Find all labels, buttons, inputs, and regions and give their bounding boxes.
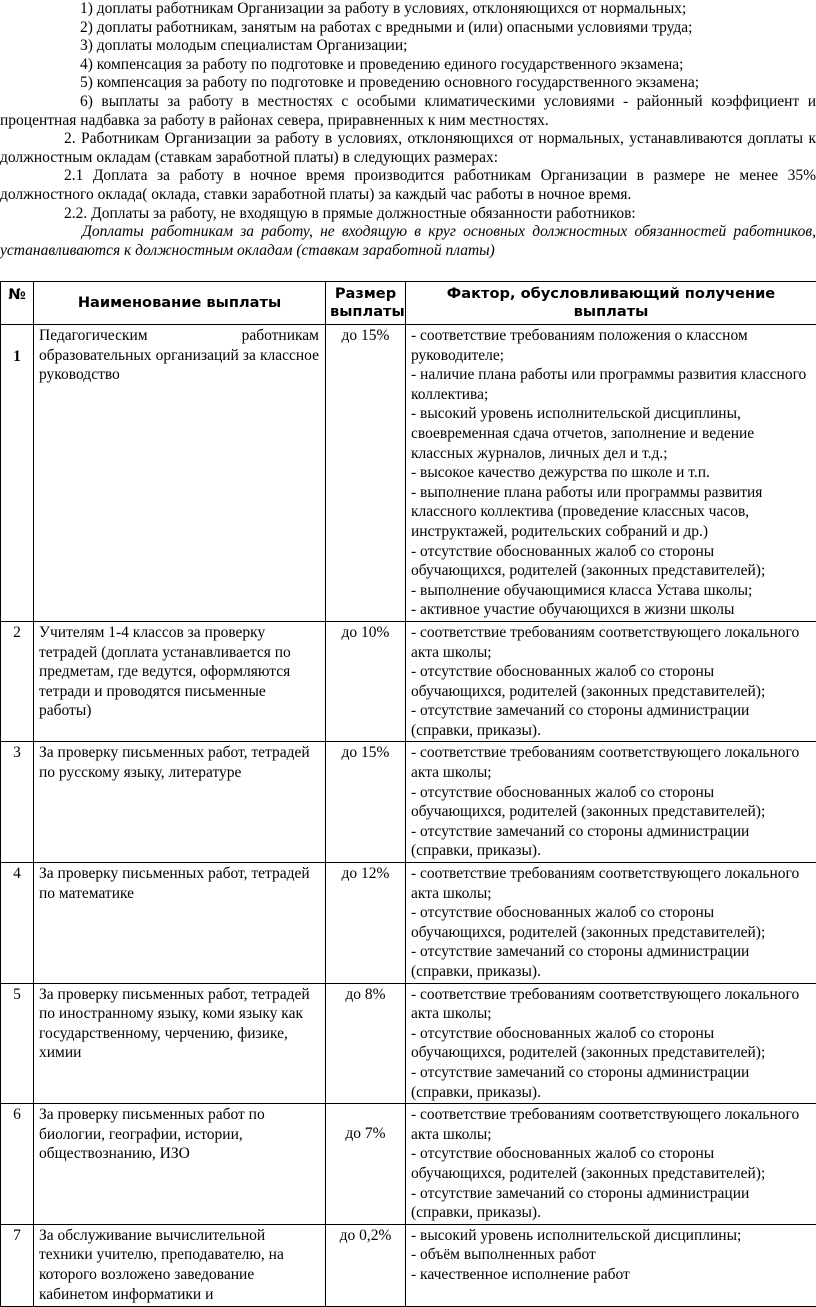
factor-item: - выполнение плана работы или программы развития классного коллектива (проведение классных часов, инструктажей, родительских собраний и др.) bbox=[411, 483, 812, 542]
table-row bbox=[1, 1104, 816, 1225]
factor-item: - соответствие требованиям соответствующего локального акта школы; bbox=[411, 1105, 812, 1144]
table-row bbox=[1, 1224, 816, 1306]
payment-factors bbox=[406, 1104, 816, 1225]
payment-factors bbox=[406, 983, 816, 1104]
factor-item: - качественное исполнение работ bbox=[411, 1265, 812, 1285]
factor-item: - высокий уровень исполнительской дисциплины; bbox=[411, 1226, 812, 1246]
payments-table bbox=[0, 281, 816, 1307]
factor-item: - наличие плана работы или программы развития классного коллектива; bbox=[411, 365, 812, 404]
table-row bbox=[1, 983, 816, 1104]
row-number: 4 bbox=[1, 863, 34, 984]
payment-name: За проверку письменных работ, тетрадей по русскому языку, литературе bbox=[34, 742, 326, 863]
factor-item: - соответствие требованиям соответствующего локального акта школы; bbox=[411, 985, 812, 1024]
row-number: 7 bbox=[1, 1224, 34, 1306]
intro-item-5: 5) компенсация за работу по подготовке и проведению основного государственного экзамена; bbox=[0, 74, 816, 93]
factor-item: - отсутствие обоснованных жалоб со стороны обучающихся, родителей (законных представителей); bbox=[411, 903, 812, 942]
payment-size: до 10% bbox=[326, 621, 406, 742]
intro-item-4: 4) компенсация за работу по подготовке и проведению единого государственного экзамена; bbox=[0, 56, 816, 75]
factor-item: - соответствие требованиям положения о классном руководителе; bbox=[411, 326, 812, 365]
payment-name: За проверку письменных работ по биологии, географии, истории, обществознанию, ИЗО bbox=[34, 1104, 326, 1225]
payment-size: до 7% bbox=[326, 1104, 406, 1225]
table-row bbox=[1, 863, 816, 984]
payment-name: За обслуживание вычислительной техники учителю, преподавателю, на которого возложено заведование кабинетом информатики и bbox=[34, 1224, 326, 1306]
table-row bbox=[1, 325, 816, 622]
factor-item: - отсутствие обоснованных жалоб со стороны обучающихся, родителей (законных представителей); bbox=[411, 1024, 812, 1063]
row-number: 3 bbox=[1, 742, 34, 863]
factor-item: - высокий уровень исполнительской дисциплины, своевременная сдача отчетов, заполнение и ведение классных журналов, личных дел и т.д.; bbox=[411, 404, 812, 463]
factor-item: - отсутствие замечаний со стороны администрации (справки, приказы). bbox=[411, 1184, 812, 1223]
header-name: Наименование выплаты bbox=[34, 282, 326, 325]
table-row bbox=[1, 742, 816, 863]
payment-name: Педагогическим работникам образовательных организаций за классное руководство bbox=[34, 325, 326, 622]
factor-item: - отсутствие замечаний со стороны администрации (справки, приказы). bbox=[411, 942, 812, 981]
payment-size: до 15% bbox=[326, 325, 406, 622]
factor-item: - активное участие обучающихся в жизни школы bbox=[411, 600, 812, 620]
factor-item: - отсутствие обоснованных жалоб со стороны обучающихся, родителей (законных представителей); bbox=[411, 662, 812, 701]
header-num: № bbox=[1, 282, 34, 325]
payment-factors bbox=[406, 325, 816, 622]
payment-size: до 12% bbox=[326, 863, 406, 984]
intro-item-6: 6) выплаты за работу в местностях с особыми климатическими условиями - районный коэффициент и процентная надбавка за работу в районах севера, приравненных к ним местностях. bbox=[0, 93, 816, 130]
table-header-row bbox=[1, 282, 816, 325]
payment-name: За проверку письменных работ, тетрадей по иностранному языку, коми языку как государственному, черчению, физике, химии bbox=[34, 983, 326, 1104]
factor-item: - высокое качество дежурства по школе и т.п. bbox=[411, 463, 812, 483]
factor-item: - отсутствие обоснованных жалоб со стороны обучающихся, родителей (законных представителей); bbox=[411, 542, 812, 581]
factor-item: - соответствие требованиям соответствующего локального акта школы; bbox=[411, 864, 812, 903]
row-number: 2 bbox=[1, 621, 34, 742]
row-number: 5 bbox=[1, 983, 34, 1104]
factor-item: - отсутствие замечаний со стороны администрации (справки, приказы). bbox=[411, 822, 812, 861]
table-row bbox=[1, 621, 816, 742]
intro-item-1: 1) доплаты работникам Организации за работу в условиях, отклоняющихся от нормальных; bbox=[0, 0, 816, 19]
factor-item: - выполнение обучающимися класса Устава школы; bbox=[411, 581, 812, 601]
header-factor: Фактор, обусловливающий получение выплаты bbox=[406, 282, 816, 325]
table-caption: Доплаты работникам за работу, не входящую в круг основных должностных обязанностей работников, устанавливаются к должностным окладам (ставкам заработной платы) bbox=[0, 223, 816, 260]
intro-item-2: 2) доплаты работникам, занятым на работах с вредными и (или) опасными условиями труда; bbox=[0, 19, 816, 38]
payment-factors bbox=[406, 1224, 816, 1306]
payment-name: За проверку письменных работ, тетрадей по математике bbox=[34, 863, 326, 984]
factor-item: - отсутствие обоснованных жалоб со стороны обучающихся, родителей (законных представителей); bbox=[411, 1144, 812, 1183]
row-number: 1 bbox=[1, 325, 34, 622]
section-2-2-heading: 2.2. Доплаты за работу, не входящую в прямые должностные обязанности работников: bbox=[0, 205, 816, 224]
header-size: Размер выплаты bbox=[326, 282, 406, 325]
factor-item: - отсутствие замечаний со стороны администрации (справки, приказы). bbox=[411, 701, 812, 740]
factor-item: - соответствие требованиям соответствующего локального акта школы; bbox=[411, 623, 812, 662]
payment-size: до 15% bbox=[326, 742, 406, 863]
payment-size: до 8% bbox=[326, 983, 406, 1104]
factor-item: - отсутствие обоснованных жалоб со стороны обучающихся, родителей (законных представителей); bbox=[411, 783, 812, 822]
payment-factors bbox=[406, 863, 816, 984]
intro-text bbox=[0, 0, 816, 260]
factor-item: - соответствие требованиям соответствующего локального акта школы; bbox=[411, 743, 812, 782]
payment-factors bbox=[406, 742, 816, 863]
section-2-paragraph: 2. Работникам Организации за работу в условиях, отклоняющихся от нормальных, устанавливаются доплаты к должностным окладам (ставкам заработной платы) в следующих размерах: bbox=[0, 130, 816, 167]
section-2-1-paragraph: 2.1 Доплата за работу в ночное время производится работникам Организации в размере не менее 35% должностного оклада( оклада, ставки заработной платы) за каждый час работы в ночное время. bbox=[0, 167, 816, 204]
factor-item: - отсутствие замечаний со стороны администрации (справки, приказы). bbox=[411, 1063, 812, 1102]
intro-item-3: 3) доплаты молодым специалистам Организации; bbox=[0, 37, 816, 56]
factor-item: - объём выполненных работ bbox=[411, 1245, 812, 1265]
payment-factors bbox=[406, 621, 816, 742]
payment-name: Учителям 1-4 классов за проверку тетрадей (доплата устанавливается по предметам, где ведутся, оформляются тетради и проводятся письменные работы) bbox=[34, 621, 326, 742]
row-number: 6 bbox=[1, 1104, 34, 1225]
payment-size: до 0,2% bbox=[326, 1224, 406, 1306]
